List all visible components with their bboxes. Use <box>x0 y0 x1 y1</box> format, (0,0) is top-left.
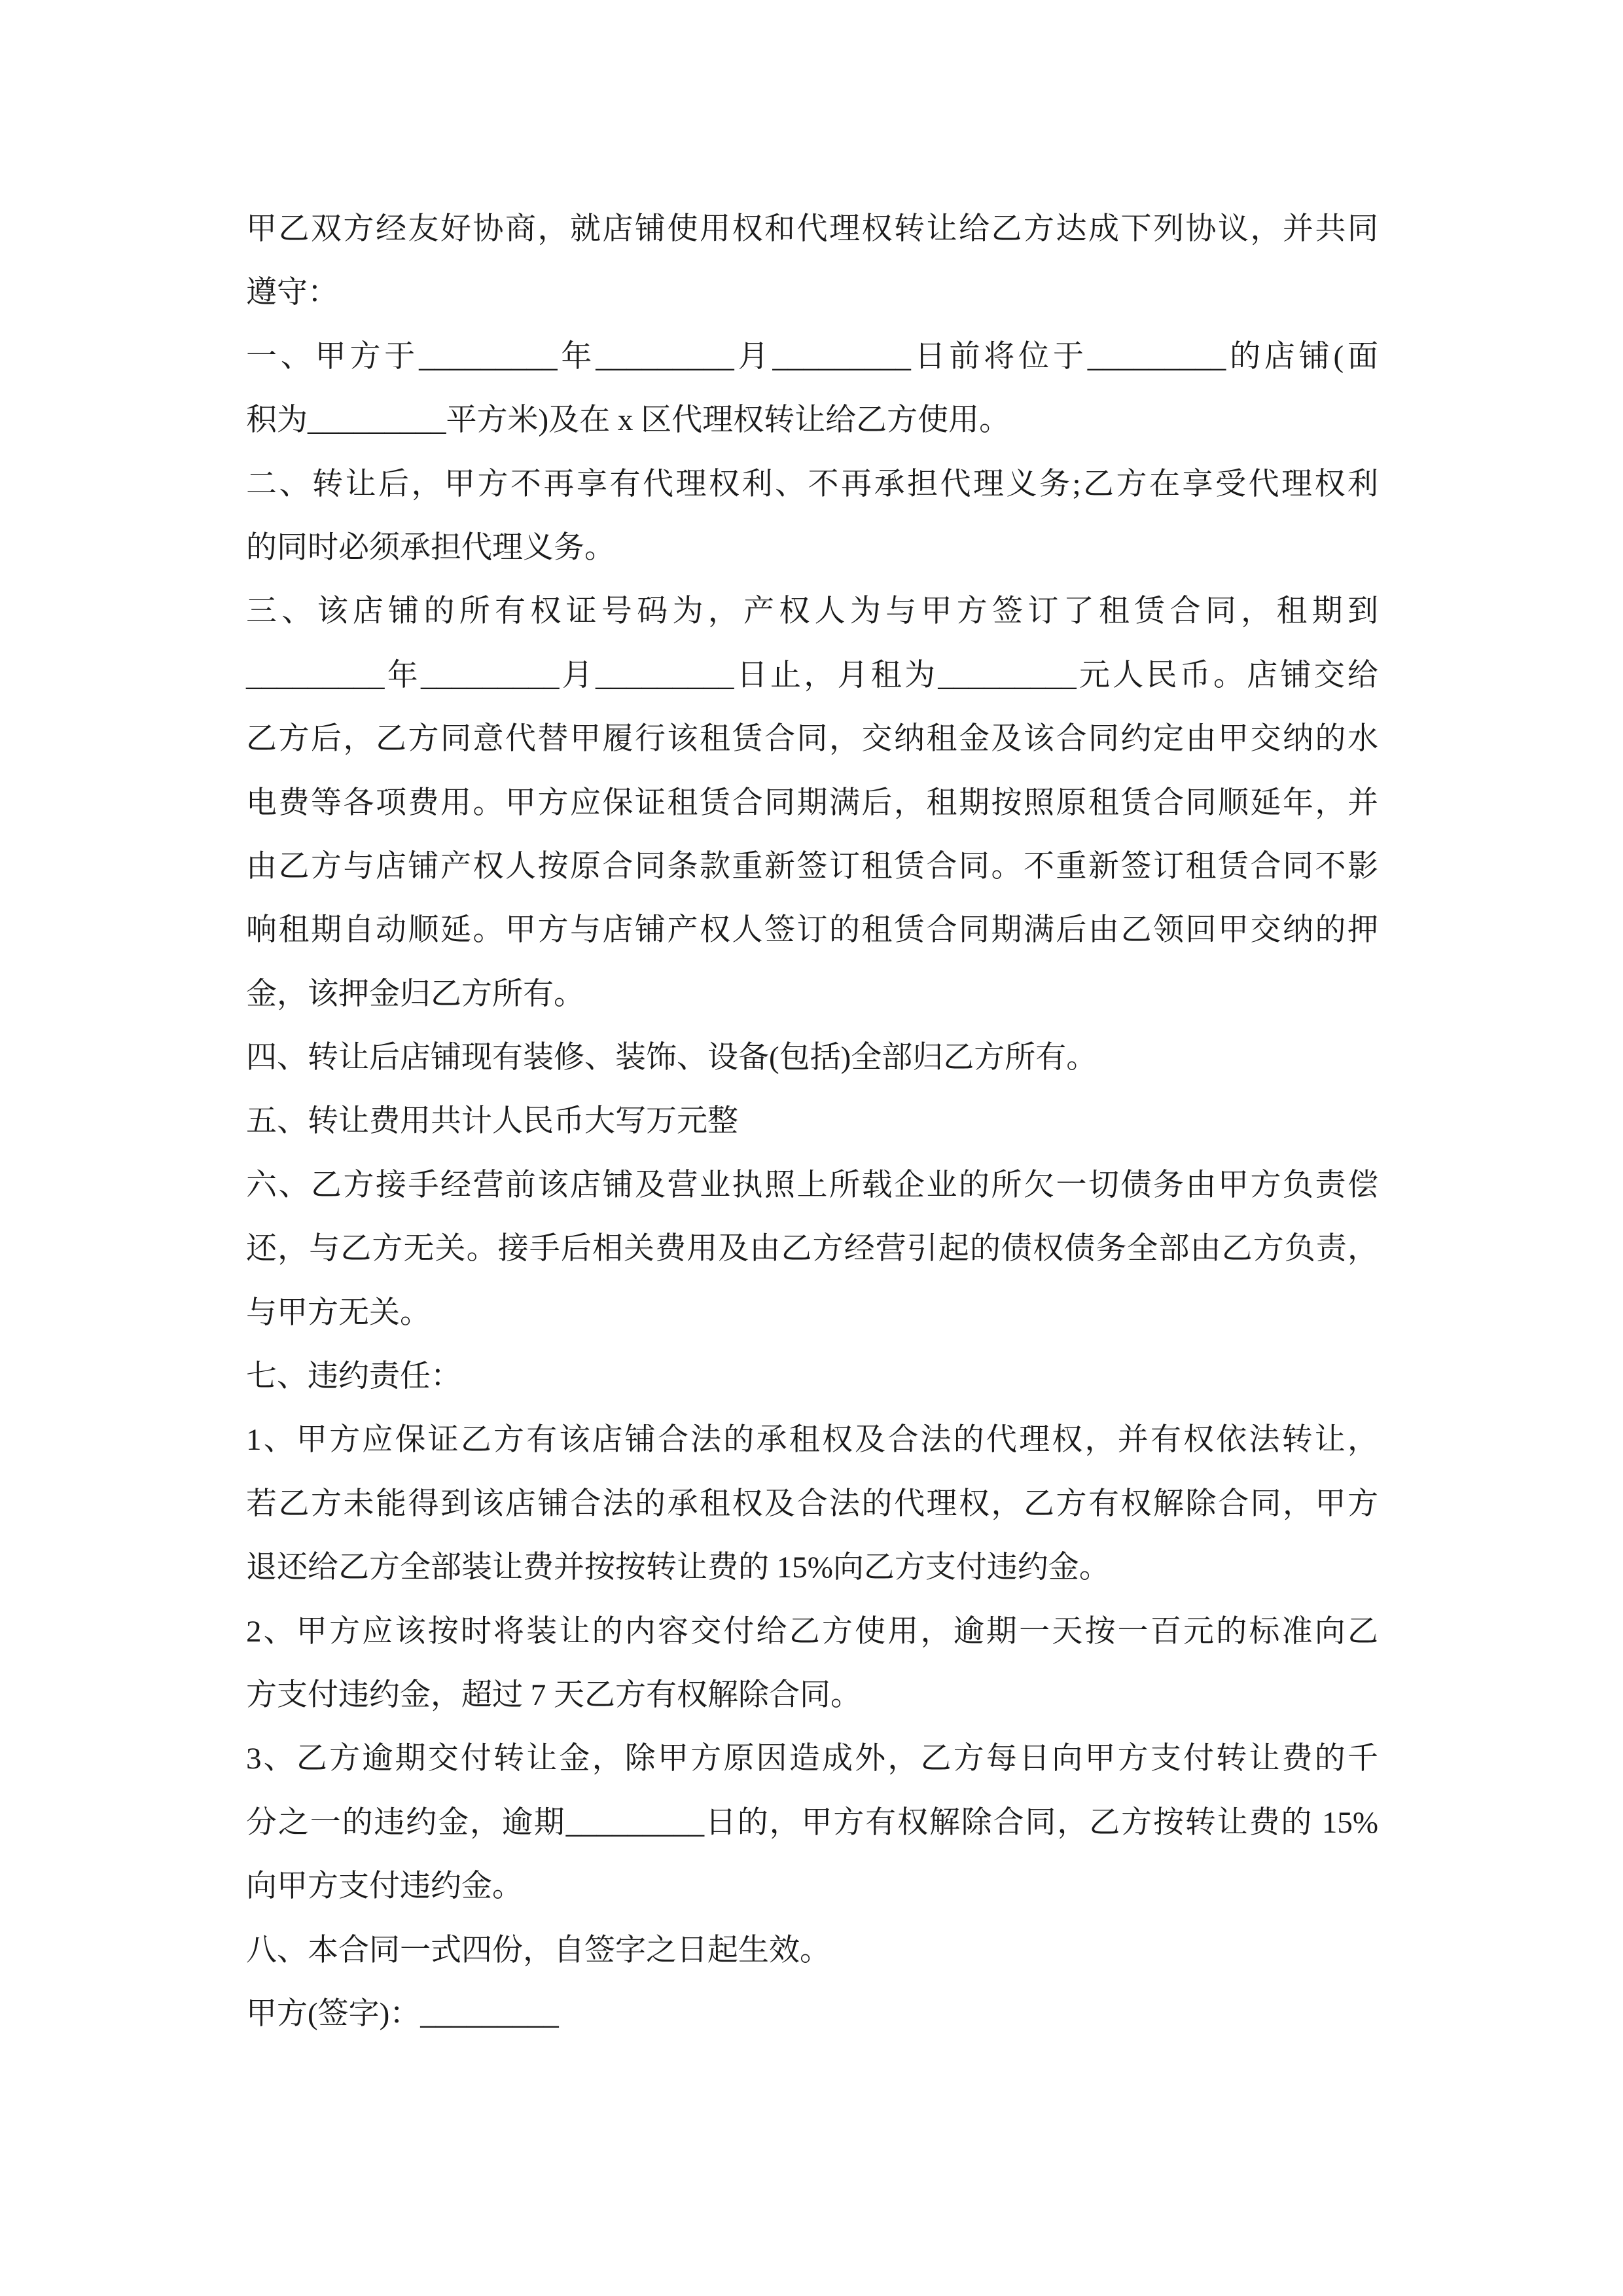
text-line: 一、甲方于_________年_________月_________日前将位于_________的店铺(面 <box>246 339 1378 374</box>
text-line: 响租期自动顺延。甲方与店铺产权人签订的租赁合同期满后由乙领回甲交纳的押 <box>246 913 1378 948</box>
signature-line: 甲方(签字)：_________ <box>246 1996 559 2031</box>
clause-8-copies <box>246 1919 1378 1982</box>
text-line: 向甲方支付违约金。 <box>246 1869 523 1904</box>
text-line: 甲乙双方经友好协商，就店铺使用权和代理权转让给乙方达成下列协议，并共同 <box>246 212 1378 246</box>
clause-6-debts <box>246 1154 1378 1345</box>
text-line: 三、该店铺的所有权证号码为，产权人为与甲方签订了租赁合同，租期到 <box>246 594 1378 629</box>
text-line: 六、乙方接手经营前该店铺及营业执照上所载企业的所欠一切债务由甲方负责偿 <box>246 1168 1378 1202</box>
text-line: 电费等各项费用。甲方应保证租赁合同期满后，租期按照原租赁合同顺延年，并 <box>246 785 1378 820</box>
text-line: 方支付违约金，超过 7 天乙方有权解除合同。 <box>246 1677 861 1712</box>
text-line: 2、甲方应该按时将装让的内容交付给乙方使用，逾期一天按一百元的标准向乙 <box>246 1614 1378 1649</box>
breach-item-3 <box>246 1727 1378 1918</box>
text-line: 四、转让后店铺现有装修、装饰、设备(包括)全部归乙方所有。 <box>246 1041 1097 1075</box>
section-heading: 七、违约责任： <box>246 1359 461 1394</box>
text-line: 的同时必须承担代理义务。 <box>246 530 615 565</box>
text-line: 遵守： <box>246 276 338 310</box>
text-line: 还，与乙方无关。接手后相关费用及由乙方经营引起的债权债务全部由乙方负责， <box>246 1232 1378 1266</box>
clause-7-heading <box>246 1345 1378 1408</box>
text-line: 3、乙方逾期交付转让金，除甲方原因造成外，乙方每日向甲方支付转让费的千 <box>246 1742 1378 1776</box>
clause-2-agency-rights <box>246 453 1378 581</box>
breach-item-2 <box>246 1600 1378 1728</box>
paragraph-preamble <box>246 198 1378 325</box>
text-line: 由乙方与店铺产权人按原合同条款重新签订租赁合同。不重新签订租赁合同不影 <box>246 849 1378 884</box>
contract-body <box>246 198 1378 2046</box>
text-line: 五、转让费用共计人民币大写万元整 <box>246 1104 738 1139</box>
signature-party-a <box>246 1982 1378 2046</box>
text-line: _________年_________月_________日止，月租为_________元人民币。店铺交给 <box>246 658 1378 692</box>
clause-1-transfer <box>246 325 1378 453</box>
text-line: 金，该押金归乙方所有。 <box>246 977 584 1011</box>
text-line: 乙方后，乙方同意代替甲履行该租赁合同，交纳租金及该合同约定由甲交纳的水 <box>246 722 1378 757</box>
text-line: 分之一的违约金，逾期_________日的，甲方有权解除合同，乙方按转让费的 15% <box>246 1805 1378 1840</box>
clause-5-fee <box>246 1090 1378 1153</box>
text-line: 退还给乙方全部装让费并按按转让费的 15%向乙方支付违约金。 <box>246 1551 1110 1585</box>
text-line: 1、甲方应保证乙方有该店铺合法的承租权及合法的代理权，并有权依法转让， <box>246 1423 1378 1458</box>
text-line: 与甲方无关。 <box>246 1295 431 1330</box>
text-line: 二、转让后，甲方不再享有代理权利、不再承担代理义务;乙方在享受代理权利 <box>246 467 1378 501</box>
text-line: 若乙方未能得到该店铺合法的承租权及合法的代理权，乙方有权解除合同，甲方 <box>246 1486 1378 1521</box>
text-line: 积为_________平方米)及在 x 区代理权转让给乙方使用。 <box>246 403 1010 438</box>
breach-item-1 <box>246 1408 1378 1600</box>
clause-4-fixtures <box>246 1026 1378 1090</box>
text-line: 八、本合同一式四份，自签字之日起生效。 <box>246 1933 830 1967</box>
clause-3-lease <box>246 580 1378 1026</box>
